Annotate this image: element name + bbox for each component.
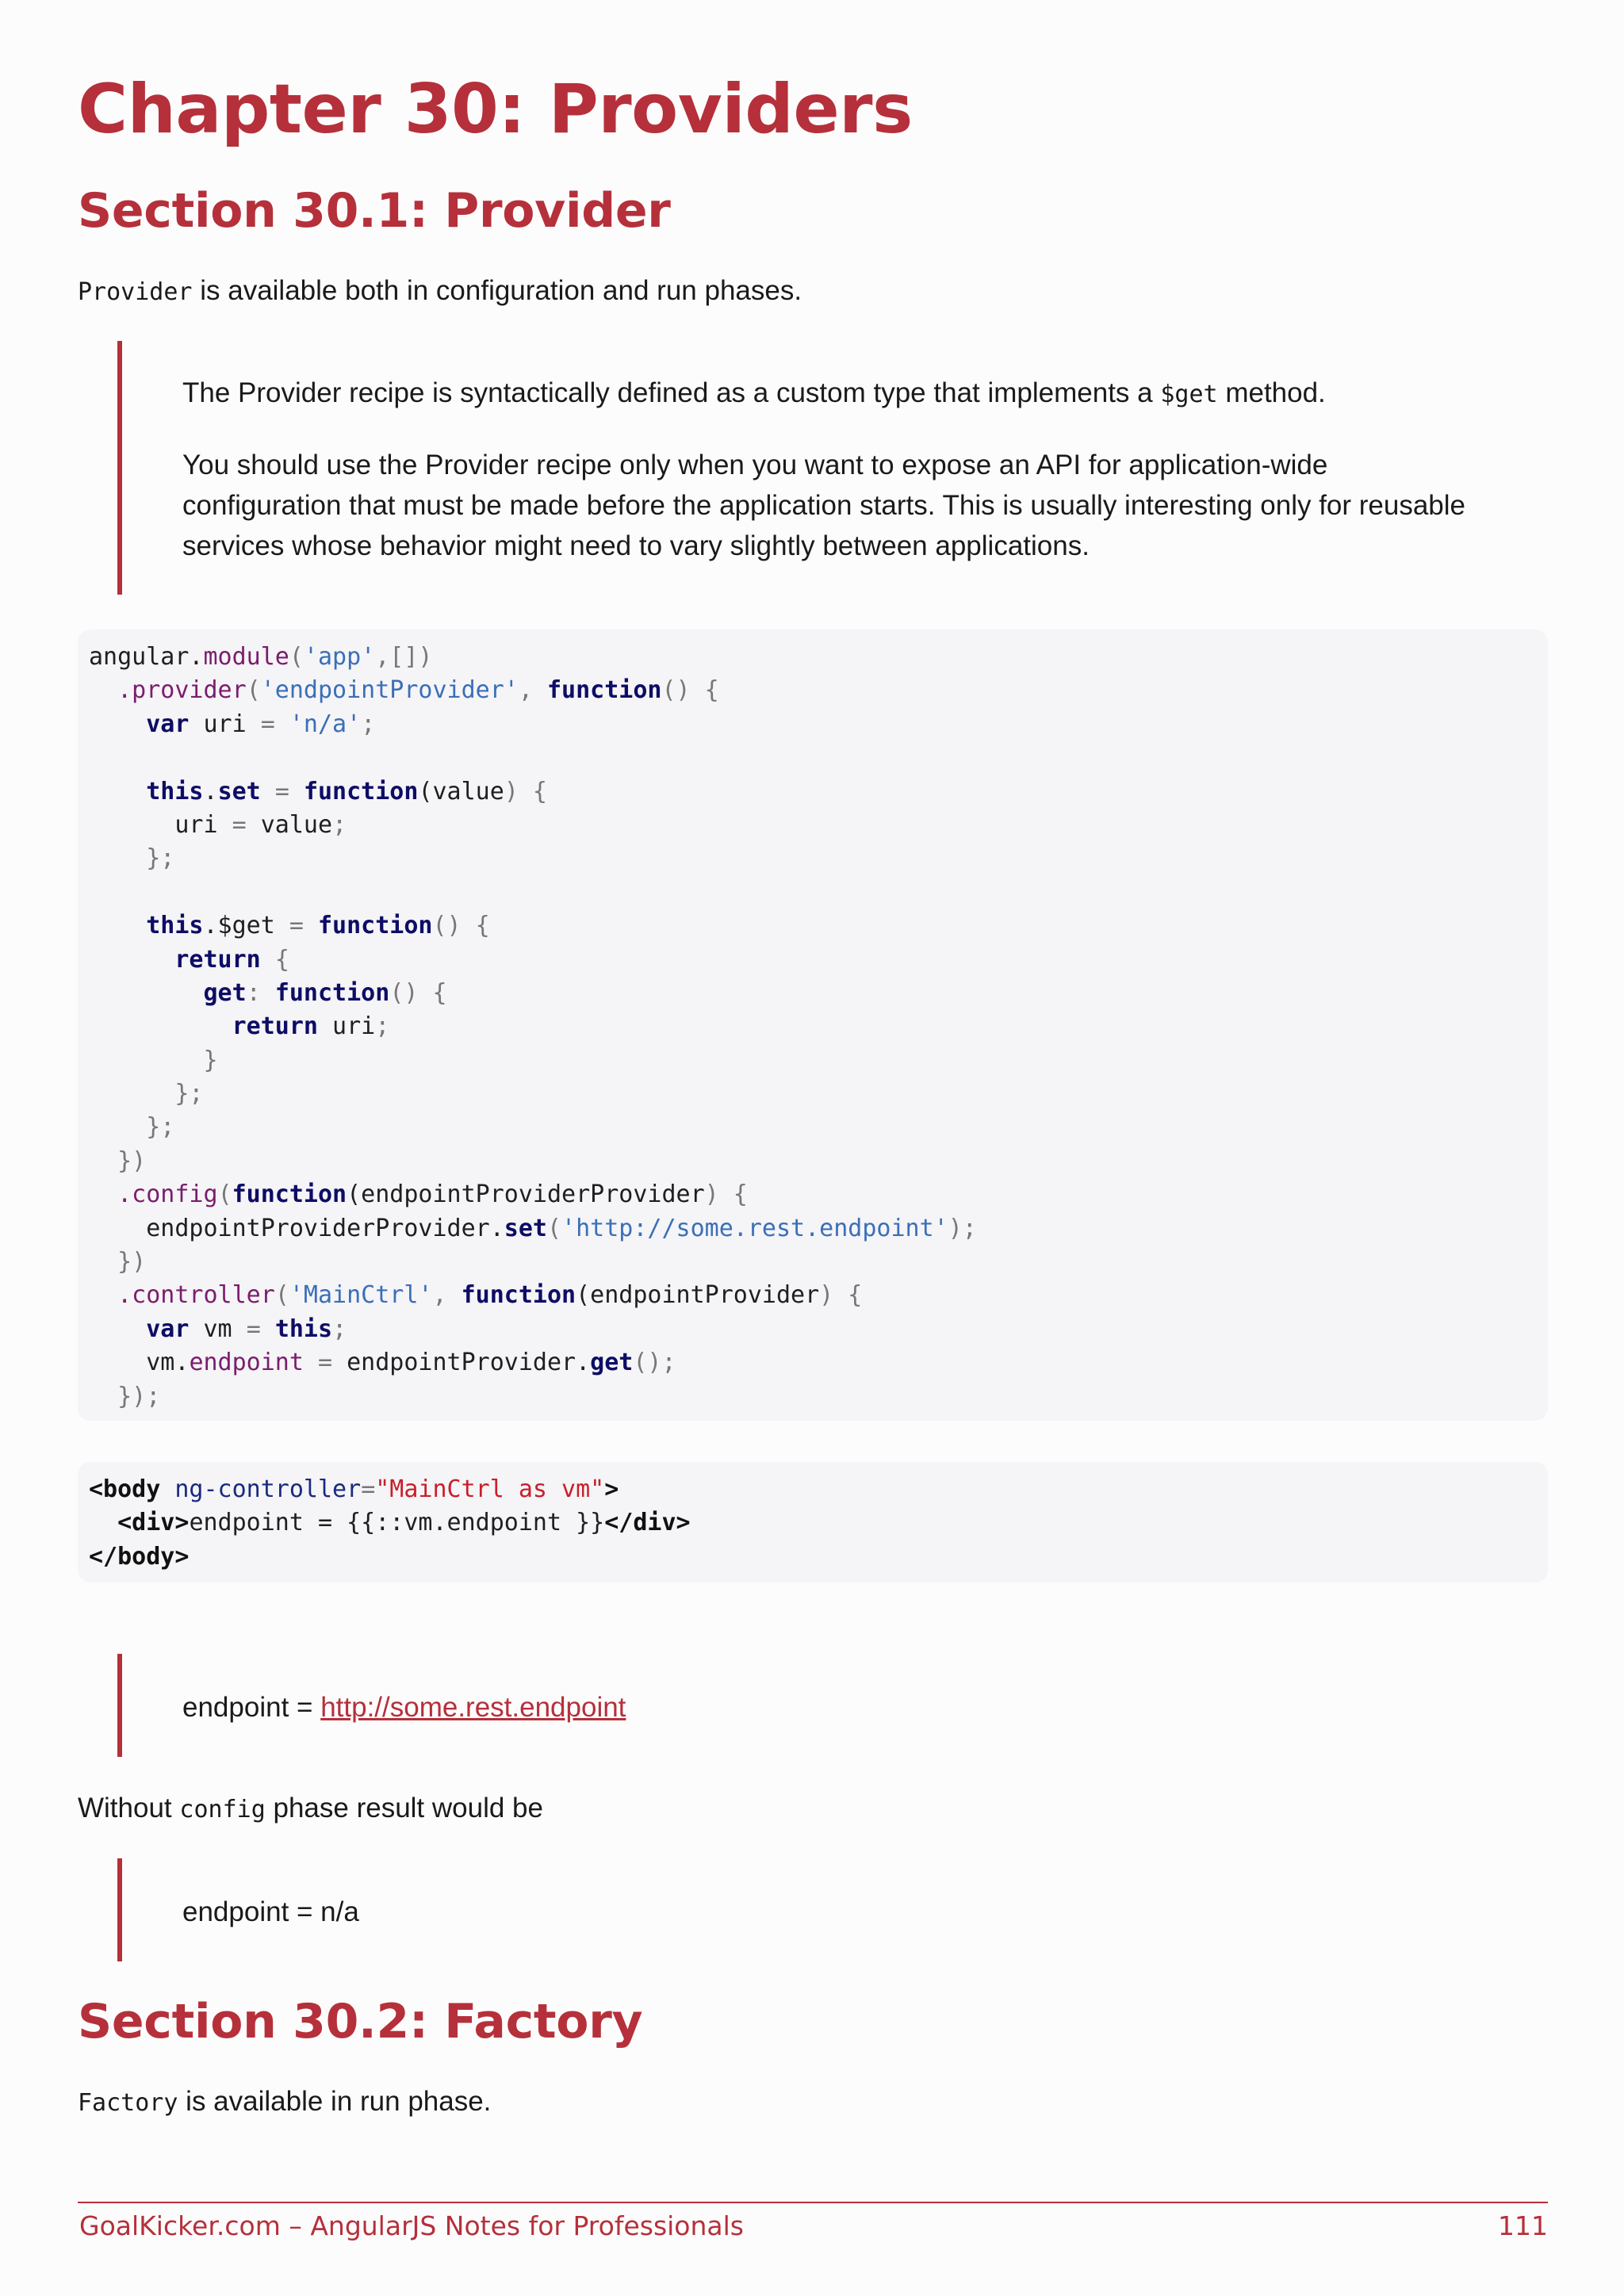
code-line: .provider('endpointProvider', function() { [117,676,719,705]
code-line: get: function() { [203,978,447,1007]
code-line: vm.endpoint = endpointProvider.get(); [89,1349,676,1377]
inline-code: config [179,1796,266,1823]
code-line: uri = value; [89,810,347,839]
factory-intro: Factory is available in run phase. [78,2086,492,2117]
code-line: angular.module('app',[]) [89,643,433,671]
code-line: }) [117,1146,147,1175]
code-line: }); [117,1382,161,1410]
code-line: this.$get = function() { [146,912,490,940]
code-line: return { [174,945,289,974]
blockquote-provider-recipe [117,341,1465,595]
inline-code: $get [1160,381,1218,408]
code-line: return uri; [232,1012,390,1041]
code-line: var uri = 'n/a'; [146,710,376,738]
blockquote-result-without-config [117,1858,1465,1961]
code-block-html[interactable] [78,1462,1548,1582]
section-title-factory: Section 30.2: Factory [78,1994,643,2049]
code-line-blank [89,876,1537,909]
code-line: }; [146,844,175,873]
code-line: <body ng-controller="MainCtrl as vm"> [89,1475,619,1503]
inline-code: Factory [78,2089,178,2117]
code-line: endpointProviderProvider.set('http://some.rest.endpoint'); [89,1214,977,1242]
inline-code: Provider [78,278,193,306]
code-line: .config(function(endpointProviderProvider) { [117,1181,748,1209]
provider-intro [78,273,802,311]
code-block-javascript[interactable] [78,629,1548,1421]
code-line: }) [117,1248,147,1276]
code-line: .controller('MainCtrl', function(endpointProvider) { [117,1281,863,1310]
result-line: endpoint = n/a [182,1896,359,1927]
endpoint-link[interactable]: http://some.rest.endpoint [320,1692,626,1723]
without-config-text: Without config phase result would be [78,1793,543,1823]
code-line: } [203,1046,218,1074]
code-line-blank [89,741,1537,775]
footer-divider [78,2202,1548,2203]
code-line: var vm = this; [146,1314,347,1343]
quote-paragraph-1: The Provider recipe is syntactically defined as a custom type that implements a $get method. [182,377,1326,408]
result-line: endpoint = http://some.rest.endpoint [182,1692,626,1723]
footer-source: GoalKicker.com – AngularJS Notes for Professionals [79,2210,744,2241]
code-line: </body> [89,1542,190,1571]
intro-text: is available both in configuration and run phases. [192,275,802,306]
code-line: <div>endpoint = {{::vm.endpoint }}</div> [117,1509,691,1537]
code-line: }; [146,1113,175,1142]
section-title-provider: Section 30.1: Provider [78,183,671,239]
chapter-title: Chapter 30: Providers [78,70,913,149]
page-number: 111 [1498,2210,1548,2241]
quote-paragraph-2: You should use the Provider recipe only when you want to expose an API for application-wide configuration that must be made before the application starts. This is usually interesting only for reusable services whose behavior might need to vary slightly between applications. [182,450,1466,561]
code-line: this.set = function(value) { [146,777,547,806]
code-line: }; [174,1080,204,1108]
blockquote-result-with-config [117,1654,1465,1757]
